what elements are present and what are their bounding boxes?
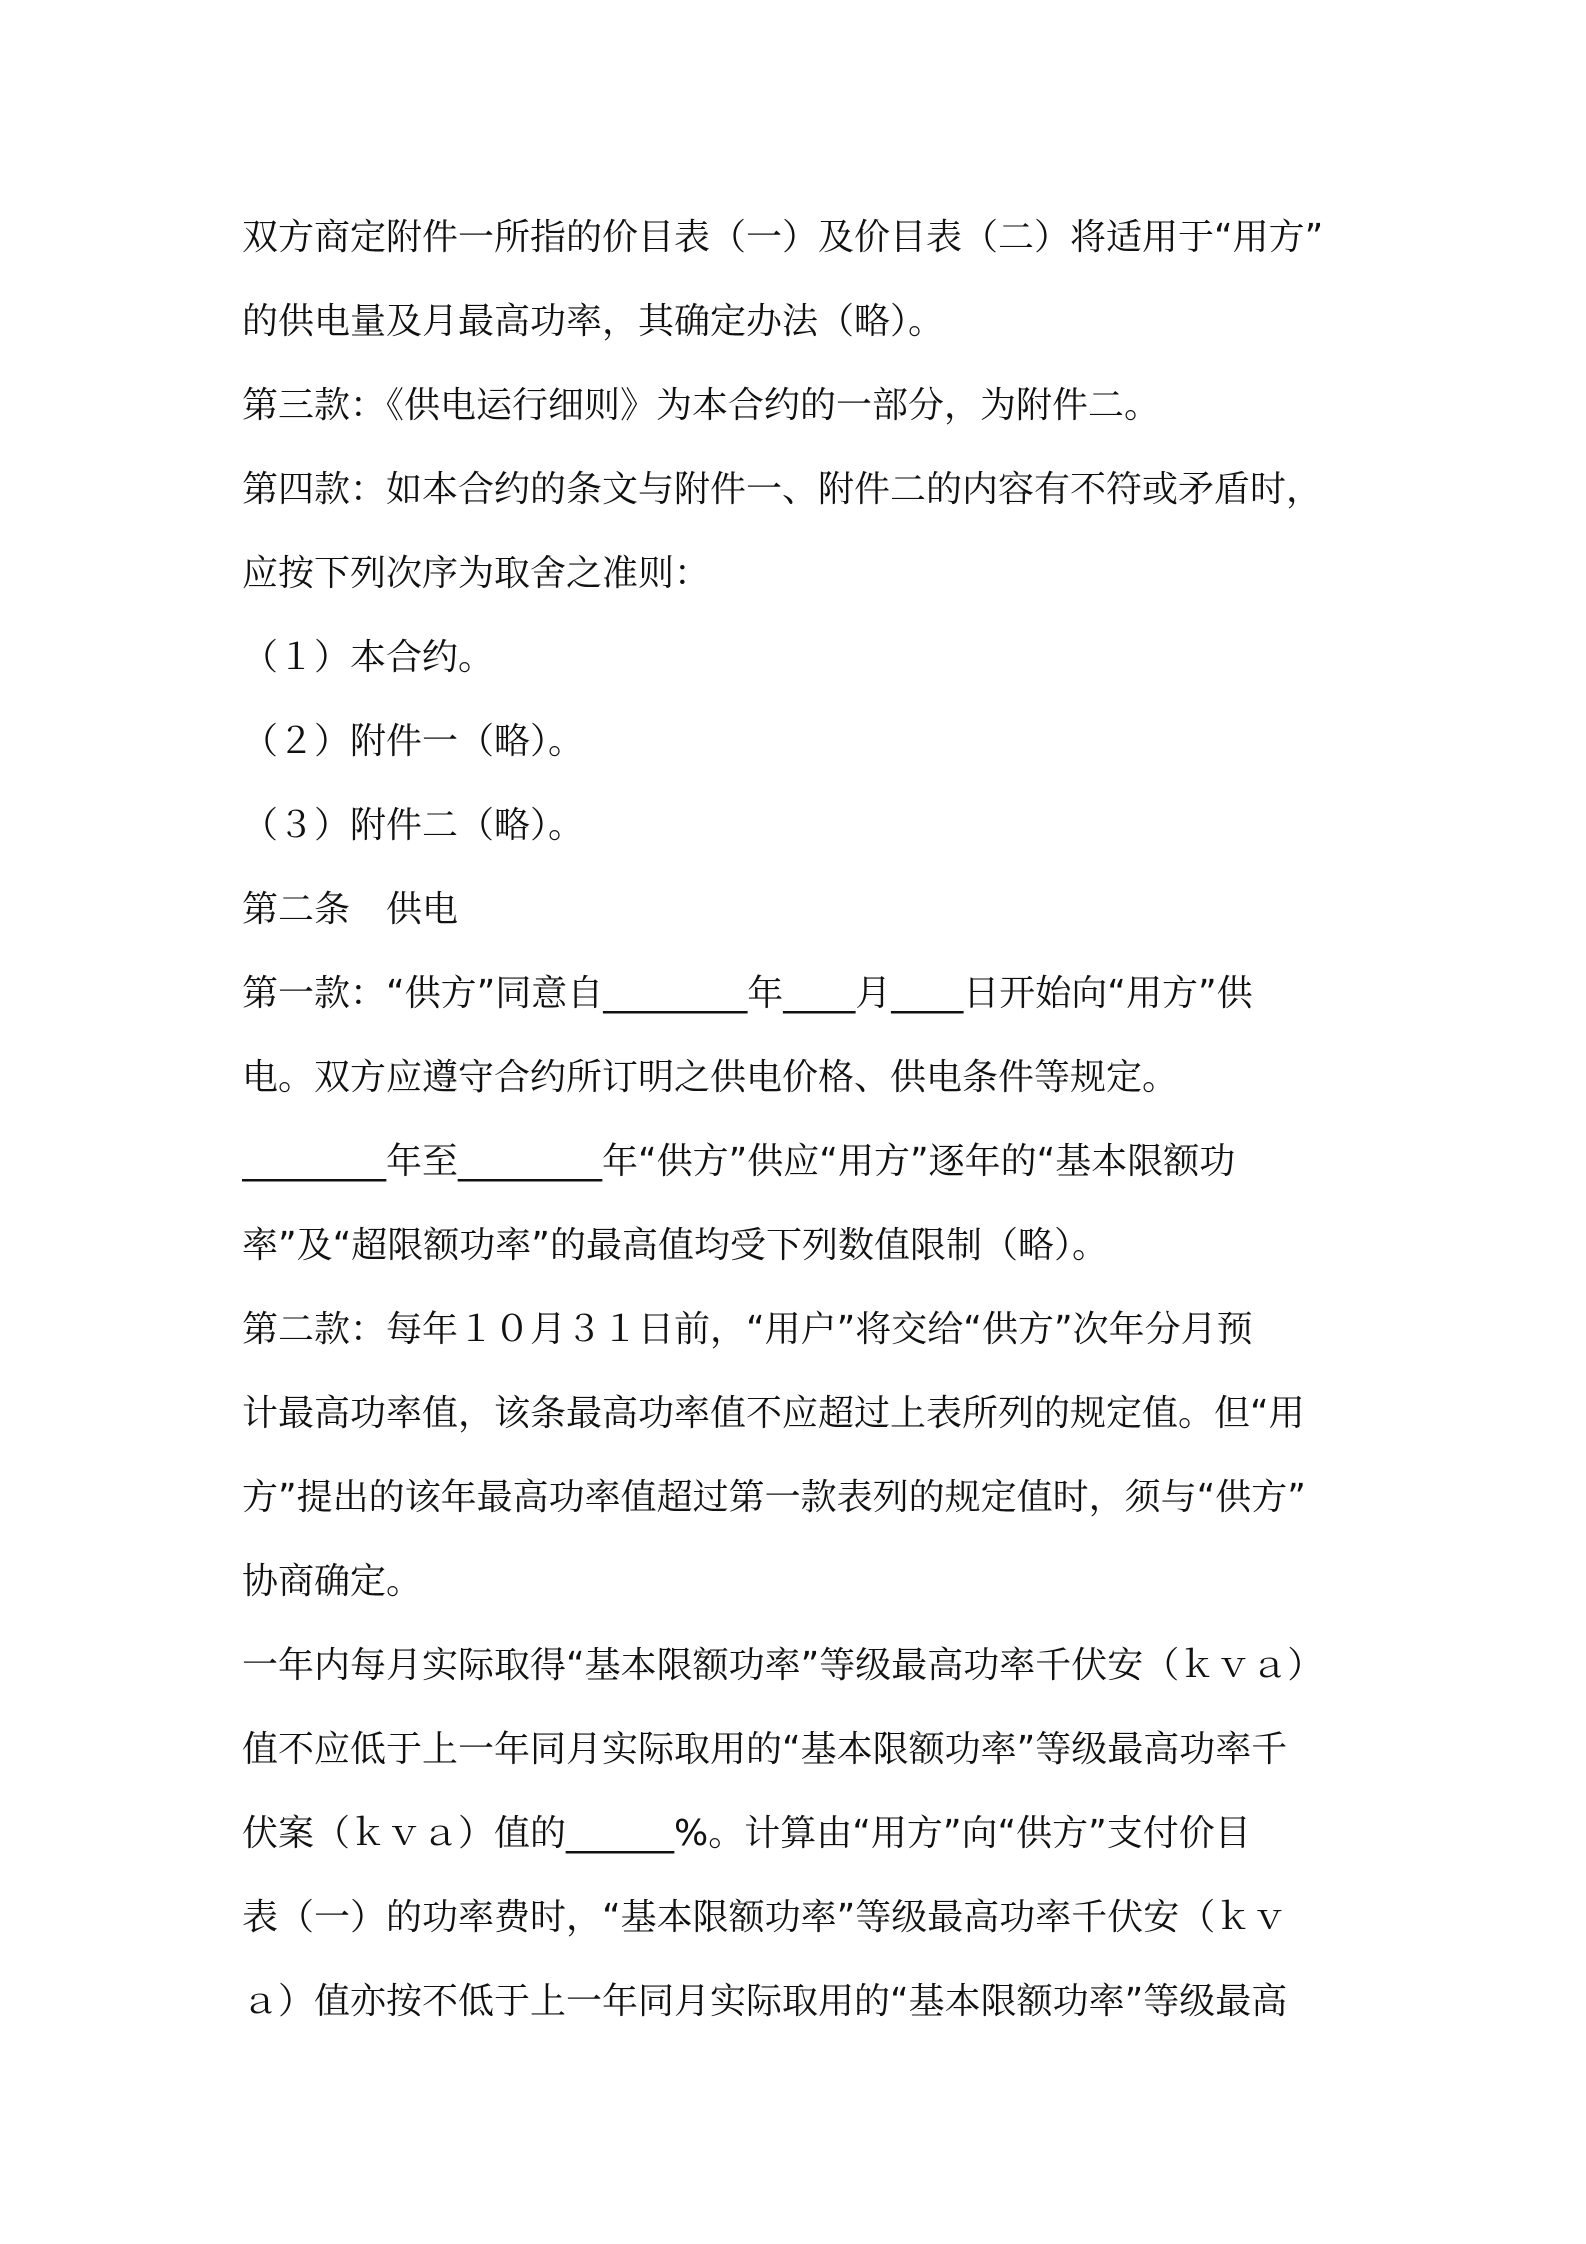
clause-4-line: 第四款：如本合约的条文与附件一、附件二的内容有不符或矛盾时， xyxy=(242,469,1323,510)
paragraph-line: 一年内每月实际取得“基本限额功率”等级最高功率千伏安（ｋｖａ） xyxy=(242,1645,1324,1686)
paragraph-line: 协商确定。 xyxy=(242,1561,423,1602)
paragraph-line: 方”提出的该年最高功率值超过第一款表列的规定值时，须与“供方” xyxy=(242,1477,1306,1518)
paragraph-line: 率”及“超限额功率”的最高值均受下列数值限制（略）。 xyxy=(242,1225,1108,1266)
document-body xyxy=(242,196,1362,2044)
paragraph-line: 计最高功率值，该条最高功率值不应超过上表所列的规定值。但“用 xyxy=(242,1393,1305,1434)
list-item: （２）附件一（略）。 xyxy=(242,721,585,762)
list-item: （１）本合约。 xyxy=(242,637,495,678)
section-heading: 第二条 供电 xyxy=(242,889,459,930)
paragraph-line: 应按下列次序为取舍之准则： xyxy=(242,553,711,594)
paragraph-line: 的供电量及月最高功率，其确定办法（略）。 xyxy=(242,301,945,342)
paragraph-line: 电。双方应遵守合约所订明之供电价格、供电条件等规定。 xyxy=(242,1057,1179,1098)
paragraph-line: 表（一）的功率费时，“基本限额功率”等级最高功率千伏安（ｋｖ xyxy=(242,1897,1288,1938)
paragraph-line: ａ）值亦按不低于上一年同月实际取用的“基本限额功率”等级最高 xyxy=(242,1981,1288,2022)
clause-1-line: 第一款：“供方”同意自________年____月____日开始向“用方”供 xyxy=(242,973,1253,1014)
paragraph-line: 值不应低于上一年同月实际取用的“基本限额功率”等级最高功率千 xyxy=(242,1729,1288,1770)
paragraph-line: 双方商定附件一所指的价目表（一）及价目表（二）将适用于“用方” xyxy=(242,217,1324,258)
clause-2-line: 第二款：每年１０月３１日前，“用户”将交给“供方”次年分月预 xyxy=(242,1309,1253,1350)
clause-3-line: 第三款：《供电运行细则》为本合约的一部分，为附件二。 xyxy=(242,385,1161,426)
paragraph-line: ________年至________年“供方”供应“用方”逐年的“基本限额功 xyxy=(242,1141,1236,1182)
paragraph-line: 伏案（ｋｖａ）值的______%。计算由“用方”向“供方”支付价目 xyxy=(242,1813,1251,1854)
list-item: （３）附件二（略）。 xyxy=(242,805,585,846)
